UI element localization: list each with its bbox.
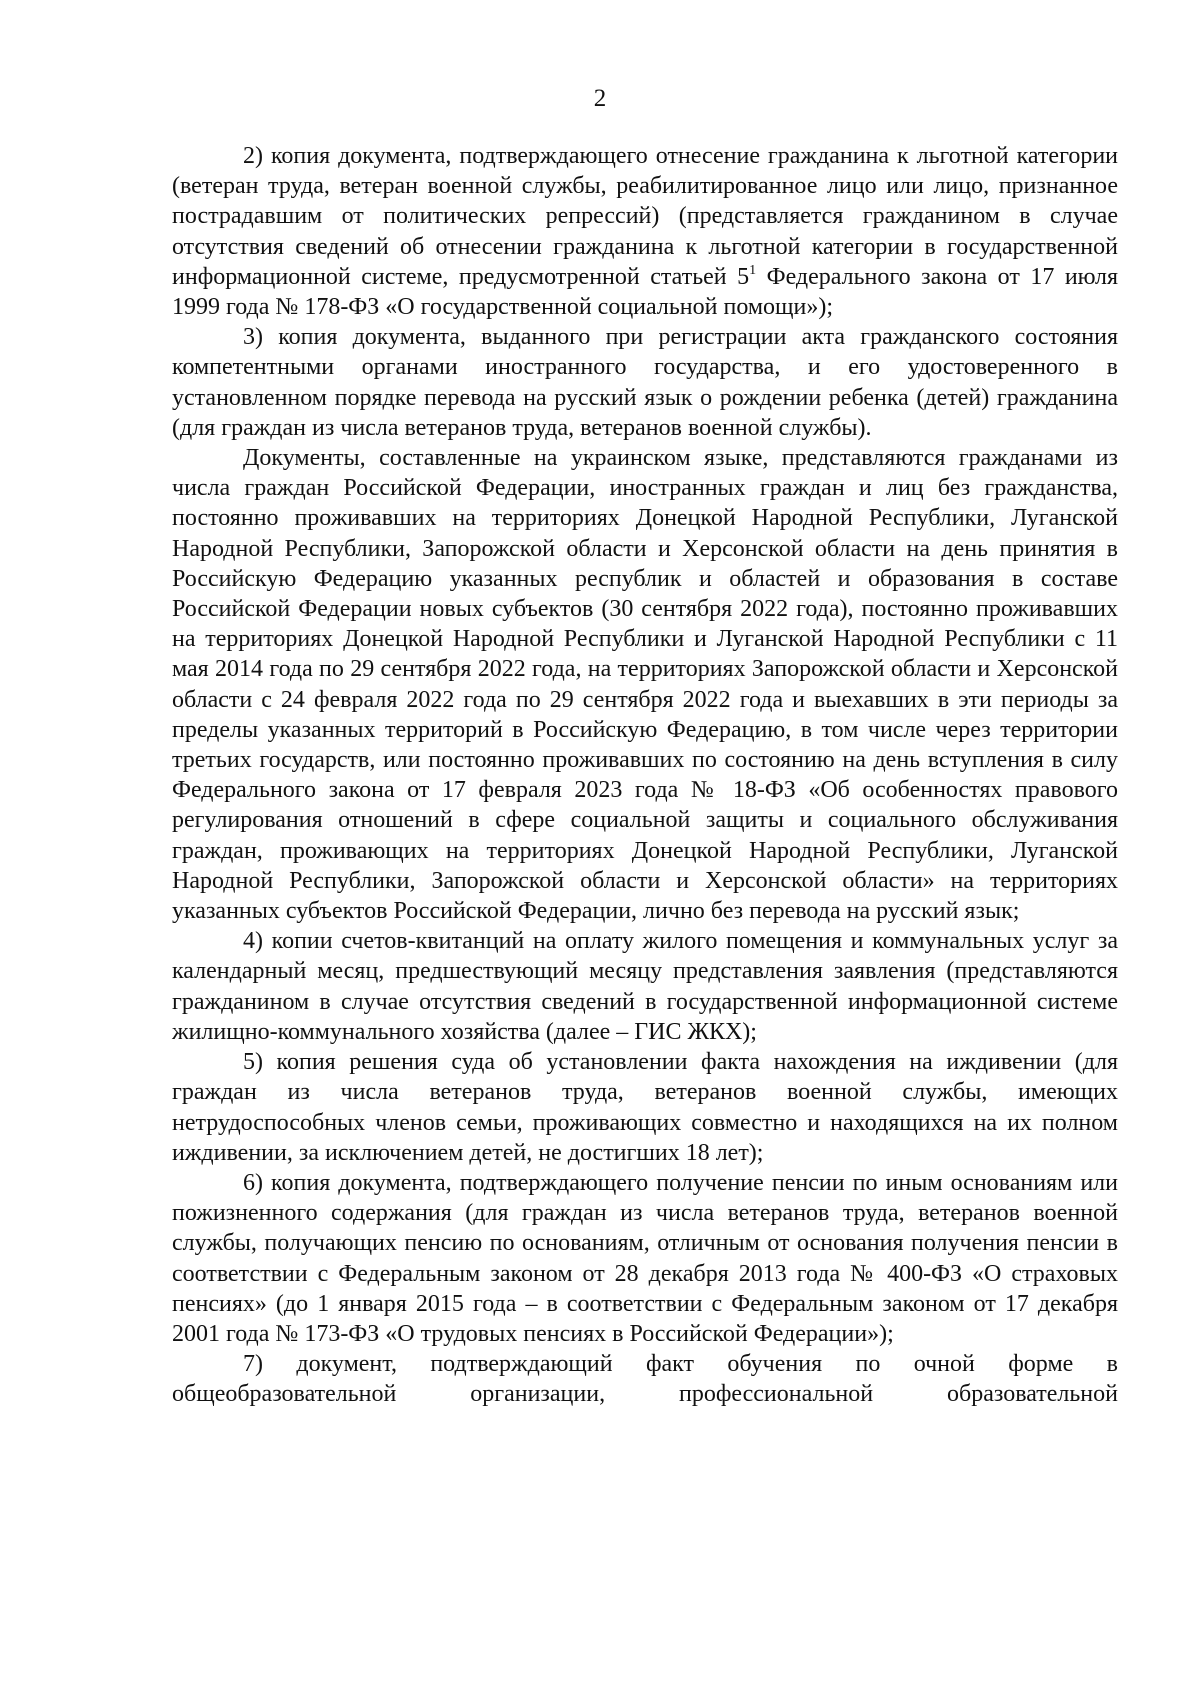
paragraph-item-6: 6) копия документа, подтверждающего получение пенсии по иным основаниям или пожизненного содержания (для граждан из числа ветеранов труда, ветеранов военной службы, получающих пенсию по основаниям, отличным от основания получения пенсии в соответствии с Федеральным законом от 28 декабря 2013 года № 400-ФЗ «О страховых пенсиях» (до 1 января 2015 года – в соответствии с Федеральным законом от 17 декабря 2001 года № 173-ФЗ «О трудовых пенсиях в Российской Федерации»);: [172, 1169, 1118, 1347]
paragraph-item-7: 7) документ, подтверждающий факт обучения по очной форме в общеобразовательной организации, профессиональной образовательной: [172, 1351, 1118, 1408]
paragraph-item-2: [172, 141, 1118, 322]
document-body: [172, 141, 1118, 1410]
paragraph-item-2-tail: Федерального закона от 17 июля 1999 года № 178-ФЗ «О государственной социальной помощи»);: [172, 263, 1119, 321]
paragraph-item-3: 3) копия документа, выданного при регистрации акта гражданского состояния компетентными органами иностранного государства, и его удостоверенного в установленном порядке перевода на русский язык о рождении ребенка (детей) гражданина (для граждан из числа ветеранов труда, ветеранов военной службы).: [172, 324, 1118, 441]
paragraph-item-4: 4) копии счетов-квитанций на оплату жилого помещения и коммунальных услуг за календарный месяц, предшествующий месяцу представления заявления (представляются гражданином в случае отсутствия сведений в государственной информационной системе жилищно-коммунального хозяйства (далее – ГИС ЖКХ);: [172, 928, 1118, 1045]
paragraph-item-5: 5) копия решения суда об установлении факта нахождения на иждивении (для граждан из числа ветеранов труда, ветеранов военной службы, имеющих нетрудоспособных членов семьи, проживающих совместно и находящихся на их полном иждивении, за исключением детей, не достигших 18 лет);: [172, 1049, 1118, 1166]
statute-reference: статьей 5: [650, 263, 750, 290]
paragraph-documents-language: Документы, составленные на украинском языке, представляются гражданами из числа граждан Российской Федерации, иностранных граждан и лиц без гражданства, постоянно проживавших на территориях Донецкой Народной Республики, Луганской Народной Республики, Запорожской области и Херсонской области на день принятия в Российскую Федерацию указанных республик и областей и образования в составе Российской Федерации новых субъектов (30 сентября 2022 года), постоянно проживавших на территориях Донецкой Народной Республики и Луганской Народной Республики с 11 мая 2014 года по 29 сентября 2022 года, на территориях Запорожской области и Херсонской области с 24 февраля 2022 года по 29 сентября 2022 года и выехавших в эти периоды за пределы указанных территорий в Российскую Федерацию, в том числе через территории третьих государств, или постоянно проживавших по состоянию на день вступления в силу Федерального закона от 17 февраля 2023 года № 18-ФЗ «Об особенностях правового регулирования отношений в сфере социальной защиты и социального обслуживания граждан, проживающих на территориях Донецкой Народной Республики, Луганской Народной Республики, Запорожской области и Херсонской области» на территориях указанных субъектов Российской Федерации, лично без перевода на русский язык;: [172, 445, 1118, 925]
statute-article-superscript: 1: [749, 262, 757, 278]
page-number: 2: [593, 85, 607, 112]
paragraph-item-2-text: 2) копия документа, подтверждающего отнесение гражданина к льготной категории (ветеран труда, ветеран военной службы, реабилитированное лицо или лицо, признанное пострадавшим от политических репрессий) (представляется гражданином в случае отсутствия сведений об отнесении гражданина к льготной категории в государственной информационной системе, предусмотренной: [172, 143, 1118, 290]
